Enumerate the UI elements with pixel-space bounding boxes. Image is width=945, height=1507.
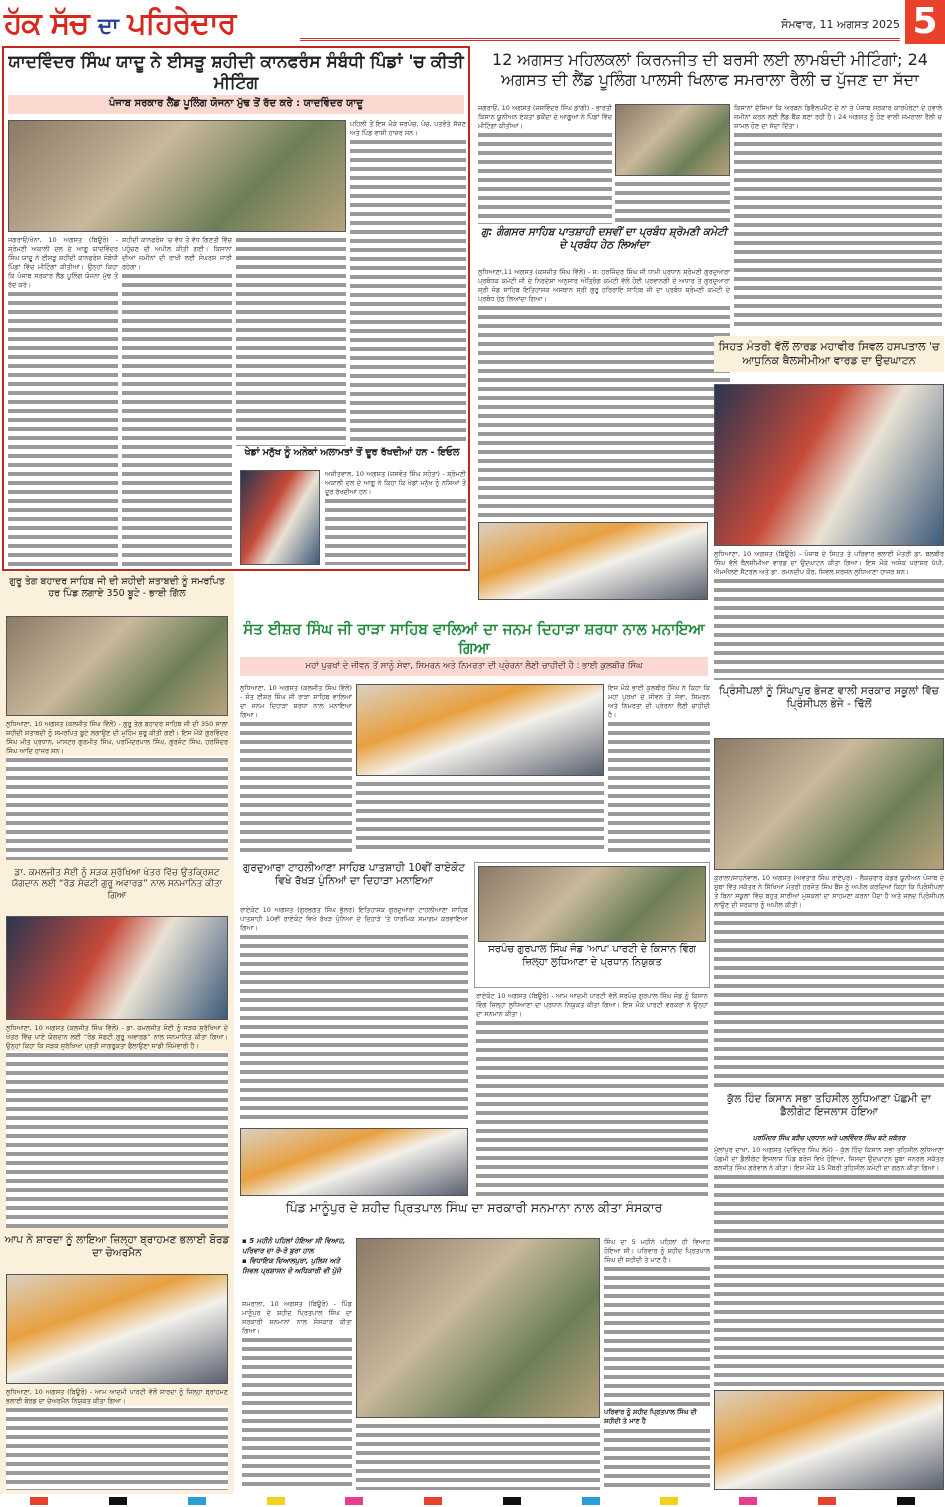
headline-soi: ਡਾ. ਕਮਲਜੀਤ ਸੋਈ ਨੂੰ ਸੜਕ ਸੁਰੱਖਿਆ ਖੇਤਰ ਵਿੱਚ ਉਤਕ੍ਰਿਸ਼ਟ ਯੋਗਦਾਨ ਲਈ “ਰੋਡ ਸੇਫਟੀ ਗੁਰੂ ਅਵਾਰਡ” ਨਾਲ ਸਨਮਾਨਿਤ ਕੀਤਾ ਗਿਆ (11, 868, 223, 901)
body-manupur-col2 (356, 1422, 600, 1490)
body-mahilkalan-col2: ਕਿਸਾਨਾਂ ਦੱਸਿਆ ਕਿ ਅਰਬਨ ਡਿਵੈਲਪਮੈਂਟ ਦੇ ਨਾਂ ਤੇ ਪੰਜਾਬ ਸਰਕਾਰ ਕਾਰਪੋਰੇਟਾਂ ਦੇ ਹਵਾਲੇ ਜ਼ਮੀਨਾਂ ਕਰਨ ਲਈ ਲੈਂਡ ਬੈਂਕ ਬਣਾ ਰਹੀ ਹੈ। 24 ਅਗਸਤ ਨੂੰ ਹੋਣ ਵਾਲੀ ਸਮਰਾਲਾ ਰੈਲੀ ਚ ਸ਼ਾਮਲ ਹੋਣ ਦਾ ਸੱਦਾ ਦਿੱਤਾ। (734, 104, 942, 329)
body-principal: ਕੁਰਾਲਾ/ਸਾਹਨੇਵਾਲ, 10 ਅਗਸਤ (ਅਵਤਾਰ ਸਿੰਘ ਰਾਏਪੁਰ) - ਲੈਕਚਰਾਰ ਕੇਡਰ ਯੂਨੀਅਨ ਪੰਜਾਬ ਦੇ ਸੂਬਾ ਵਿੱਤ ਸਕੱਤਰ ਨੇ ਸਿੱਖਿਆ ਮੰਤਰੀ ਹਰਜੋਤ ਸਿੰਘ ਬੈਂਸ ਨੂੰ ਅਪੀਲ ਕਰਦਿਆਂ ਕਿਹਾ ਕਿ ਪ੍ਰਿੰਸੀਪਲਾਂ ਤੋਂ ਬਿਨਾ ਸਕੂਲਾਂ ਵਿੱਚ ਬਹੁਤ ਸਾਰੀਆਂ ਮੁਸ਼ਕਲਾਂ ਦਾ ਸਾਹਮਣਾ ਕਰਨਾ ਪੈਂਦਾ ਹੈ ਅਤੇ ਜਲਦ ਪ੍ਰਿੰਸੀਪਲ ਲਾਉਣ ਦੀ ਸਰਕਾਰ ਨੂੰ ਅਪੀਲ ਕੀਤੀ। (714, 874, 944, 1089)
headline-manupur: ਪਿੰਡ ਮਾਨੂੰਪੁਰ ਦੇ ਸ਼ਹੀਦ ਪ੍ਰਿਤਪਾਲ ਸਿੰਘ ਦਾ ਸਰਕਾਰੀ ਸਨਮਾਨਾ ਨਾਲ ਕੀਤਾ ਸੰਸਕਾਰ (285, 1200, 663, 1215)
headline-yadu: ਯਾਦਵਿੰਦਰ ਸਿੰਘ ਯਾਦੂ ਨੇ ਈਸੜੂ ਸ਼ਹੀਦੀ ਕਾਨਫਰੰਸ ਸੰਬੰਧੀ ਪਿੰਡਾਂ 'ਚ ਕੀਤੀ ਮੀਟਿੰਗ (8, 52, 464, 94)
body-kisansabha: ਮੁੱਲਾਂਪੁਰ ਦਾਖਾ, 10 ਅਗਸਤ (ਦਵਿੰਦਰ ਸਿੰਘ ਲੇਮੇ) - ਕੁੱਲ ਹਿੰਦ ਕਿਸਾਨ ਸਭਾ ਤਹਿਸੀਲ ਲੁਧਿਆਣਾ ਪੱਛਮੀ ਦਾ ਡੈਲੀਗੇਟ ਇਜਲਾਸ ਪਿੰਡ ਬਰੋਜ ਵਿਖੇ ਹੋਇਆ, ਜਿਸਦਾ ਉਦਘਾਟਨ ਸੂਬਾ ਜਨਰਲ ਸਕੱਤਰ ਬਲਜੀਤ ਸਿੰਘ ਗਰੇਵਾਲ ਨੇ ਕੀਤਾ। ਇਸ ਮੌਕੇ 15 ਮੈਂਬਰੀ ਤਹਿਸੀਲ ਕਮੇਟੀ ਦਾ ਗਠਨ ਕੀਤਾ ਗਿਆ। (714, 1146, 944, 1386)
photo-mahilkalan (615, 104, 730, 176)
body-gill: ਲੁਧਿਆਣਾ, 10 ਅਗਸਤ (ਕਲਜੀਤ ਸਿੰਘ ਵਿੱਲੋਂ) - ਗੁਰੂ ਤੇਗ ਬਹਾਦਰ ਸਾਹਿਬ ਜੀ ਦੀ 350 ਸਾਲਾ ਸ਼ਹੀਦੀ ਸ਼ਤਾਬਦੀ ਨੂੰ ਸਮਰਪਿਤ ਬੂਟੇ ਲਗਾਉਣ ਦੀ ਮੁਹਿੰਮ ਸ਼ੁਰੂ ਕੀਤੀ ਗਈ। ਇਸ ਮੌਕੇ ਗੁਰਵਿੰਦਰ ਸਿੰਘ ਮੀਤ ਪ੍ਰਧਾਨ, ਮਾਸਟਰ ਗੁਰਮੀਤ ਸਿੰਘ, ਪਰਮਿੰਦਰਪਾਲ ਸਿੰਘ, ਗੁਰਜੰਟ ਸਿੰਘ, ਹਰਜਿੰਦਰ ਸਿੰਘ ਆਦਿ ਹਾਜ਼ਰ ਸਨ। (6, 720, 228, 860)
subhead-manupur: ਪਰਿਵਾਰ ਨੂੰ ਸ਼ਹੀਦ ਪ੍ਰਿਤਪਾਲ ਸਿੰਘ ਦੀ ਸ਼ਹੀਦੀ ਤੇ ਮਾਣ ਹੈ (604, 1408, 710, 1426)
body-sant-col2 (356, 780, 604, 854)
photo-gangsar (478, 522, 708, 600)
photo-soi-award (6, 916, 228, 1020)
headline-gill: ਗੁਰੂ ਤੇਗ ਬਹਾਦਰ ਸਾਹਿਬ ਜੀ ਦੀ ਸ਼ਹੀਦੀ ਸ਼ਤਾਬਦੀ ਨੂੰ ਸਮਰਪਿਤ ਹਰ ਪਿੰਡ ਲਗਾਏ 350 ਬੂਟੇ - ਭਾਈ ਗਿੱਲ (9, 576, 225, 599)
headline-principal: ਪ੍ਰਿੰਸੀਪਲਾਂ ਨੂੰ ਸਿੰਘਾਪੁਰ ਭੇਜਣ ਵਾਲੀ ਸਰਕਾਰ ਸਕੂਲਾਂ ਵਿੱਚ ਪ੍ਰਿੰਸੀਪਲ ਭੇਜੇ - ਢਿੱਲੋਂ (719, 685, 939, 711)
body-jand: ਰਾਏਕੋਟ 10 ਅਗਸਤ (ਬਿਊਰੋ) - ਆਮ ਆਦਮੀ ਪਾਰਟੀ ਵੱਲੋਂ ਸਰਪੰਚ ਗੁਰਪਾਲ ਸਿੰਘ ਜੰਡ ਨੂੰ ਕਿਸਾਨ ਵਿੰਗ ਜ਼ਿਲ੍ਹਾ ਲੁਧਿਆਣਾ ਦਾ ਪ੍ਰਧਾਨ ਨਿਯੁਕਤ ਕੀਤਾ ਗਿਆ। ਇਸ ਮੌਕੇ ਪਾਰਟੀ ਵਰਕਰਾਂ ਨੇ ਉਨ੍ਹਾਂ ਦਾ ਸਨਮਾਨ ਕੀਤਾ। (476, 992, 708, 1196)
print-registration-bar (0, 1495, 945, 1507)
headline-ideol: ਖੇਡਾਂ ਮਨੁੱਖ ਨੂੰ ਅਨੇਕਾਂ ਅਲਾਮਤਾਂ ਤੋਂ ਦੂਰ ਰੱਖਦੀਆਂ ਹਨ - ਇਓਲ (244, 447, 460, 458)
body-mahilkalan-col1: ਜਗਰਾਓਂ, 10 ਅਗਸਤ (ਜਸਵਿੰਦਰ ਸਿੰਘ ਡਾਂਗੀ) - ਭਾਰਤੀ ਕਿਸਾਨ ਯੂਨੀਅਨ ਏਕਤਾ ਡਕੌਂਦਾ ਦੇ ਆਗੂਆਂ ਨੇ ਪਿੰਡਾਂ ਵਿੱਚ ਮੀਟਿੰਗਾਂ ਕੀਤੀਆਂ। (478, 104, 612, 224)
body-soi: ਲੁਧਿਆਣਾ, 10 ਅਗਸਤ (ਕਲਜੀਤ ਸਿੰਘ ਵਿੱਲੋਂ) - ਡਾ. ਕਮਲਜੀਤ ਸੋਈ ਨੂੰ ਸੜਕ ਸੁਰੱਖਿਆ ਦੇ ਖੇਤਰ ਵਿੱਚ ਪਾਏ ਯੋਗਦਾਨ ਲਈ “ਰੋਡ ਸੇਫਟੀ ਗੁਰੂ ਅਵਾਰਡ” ਨਾਲ ਸਨਮਾਨਿਤ ਕੀਤਾ ਗਿਆ। ਉਨ੍ਹਾਂ ਕਿਹਾ ਕਿ ਸੜਕ ਸੁਰੱਖਿਆ ਪ੍ਰਤੀ ਜਾਗਰੂਕਤਾ ਫੈਲਾਉਣਾ ਸਾਡੀ ਜ਼ਿੰਮੇਵਾਰੀ ਹੈ। (6, 1024, 228, 1228)
body-ideol: ਅਜੀਤਵਾਲ, 10 ਅਗਸਤ (ਜਸਵੰਤ ਸਿੰਘ ਸਹੋਤਾ) - ਸ਼੍ਰੋਮਣੀ ਅਕਾਲੀ ਦਲ ਦੇ ਆਗੂ ਨੇ ਕਿਹਾ ਕਿ ਖੇਡਾਂ ਮਨੁੱਖ ਨੂੰ ਨਸ਼ਿਆਂ ਤੋਂ ਦੂਰ ਰੱਖਦੀਆਂ ਹਨ। (325, 470, 466, 565)
body-sant-col3: ਇਸ ਮੌਕੇ ਭਾਈ ਕੁਲਬੀਰ ਸਿੰਘ ਨੇ ਕਿਹਾ ਕਿ ਮਹਾਂ ਪੁਰਖਾਂ ਦੇ ਜੀਵਨ ਤੋਂ ਸੇਵਾ, ਸਿਮਰਨ ਅਤੇ ਨਿਮਰਤਾ ਦੀ ਪ੍ਰੇਰਨਾ ਲੈਣੀ ਚਾਹੀਦੀ ਹੈ। (608, 684, 710, 854)
photo-sant (356, 684, 604, 776)
body-yadu-col2b (236, 236, 346, 446)
manupur-bullets (242, 1236, 352, 1276)
issue-date: ਸੋਮਵਾਰ, 11 ਅਗਸਤ 2025 (781, 18, 900, 31)
logo-text-mid: ਦਾ (97, 14, 118, 39)
subhead-yadu: ਪੰਜਾਬ ਸਰਕਾਰ ਲੈਂਡ ਪੂਲਿੰਗ ਯੋਜਨਾ ਮੁੱਢ ਤੋਂ ਰੱਦ ਕਰੇ : ਯਾਦਵਿੰਦਰ ਯਾਦੂ (8, 95, 464, 114)
body-yadu-col1: ਜਗਰਾਓਂ/ਖੰਨਾ, 10 ਅਗਸਤ (ਬਿਊਰੋ) - ਸ਼੍ਰੋਮਣੀ ਅਕਾਲੀ ਦਲ ਦੇ ਆਗੂ ਯਾਦਵਿੰਦਰ ਸਿੰਘ ਯਾਦੂ ਨੇ ਈਸੜੂ ਸ਼ਹੀਦੀ ਕਾਨਫਰੰਸ ਸੰਬੰਧੀ ਪਿੰਡਾਂ ਵਿੱਚ ਮੀਟਿੰਗਾਂ ਕੀਤੀਆਂ। ਉਨ੍ਹਾਂ ਕਿਹਾ ਕਿ ਪੰਜਾਬ ਸਰਕਾਰ ਲੈਂਡ ਪੂਲਿੰਗ ਯੋਜਨਾ ਮੁੱਢ ਤੋਂ ਰੱਦ ਕਰੇ। (8, 236, 118, 566)
body-gangsar: ਲੁਧਿਆਣਾ,11 ਅਗਸਤ (ਕਸਜੀਤ ਸਿੰਘ ਵਿੱਲੋਂ) - ਸ: ਹਰਜਿੰਦਰ ਸਿੰਘ ਜੀ ਧਾਮੀ ਪ੍ਰਧਾਨ ਸ਼੍ਰੋਮਣੀ ਗੁਰਦੁਆਰਾ ਪ੍ਰਬੰਧਕ ਕਮੇਟੀ ਜੀ ਦੇ ਨਿਰਦੇਸ਼ਾ ਅਨੁਸਾਰ ਅੰਤ੍ਰਿੰਗ ਕਮੇਟੀ ਵੱਲੋਂ ਹੋਈ ਪ੍ਰਵਾਨਗੀ ਦੇ ਅਧਾਰ ਤੇ ਗੁਰਦੁਆਰਾ ਸ੍ਰੀ ਜੰਡ ਸਾਹਿਬ ਇਤਿਹਾਸਕ ਅਸਥਾਨ ਸ੍ਰੀ ਗੁਰੂ ਹਰਿਰਾਇ ਸਾਹਿਬ ਜੀ ਦਾ ਪ੍ਰਬੰਧ ਸ਼੍ਰੋਮਣੀ ਕਮੇਟੀ ਦੇ ਪ੍ਰਬੰਧ ਹੇਠ ਲਿਆਂਦਾ ਗਿਆ। (478, 268, 730, 518)
body-sehat: ਲੁਧਿਆਣਾ, 10 ਅਗਸਤ (ਬਿਊਰੋ) - ਪੰਜਾਬ ਦੇ ਸਿਹਤ ਤੇ ਪਰਿਵਾਰ ਭਲਾਈ ਮੰਤਰੀ ਡਾ. ਬਲਬੀਰ ਸਿੰਘ ਵੱਲੋਂ ਥੈਲਸੀਮੀਆ ਵਾਰਡ ਦਾ ਉਦਘਾਟਨ ਕੀਤਾ ਗਿਆ। ਇਸ ਮੌਕੇ ਅਸ਼ੋਕ ਪਰਾਸ਼ਰ ਪੱਪੀ, ਐਮਐਲਏ ਸੈਂਟਰਲ ਅਤੇ ਡਾ. ਰਮਨਦੀਪ ਕੌਰ, ਸਿਵਲ ਸਰਜਨ ਲੁਧਿਆਣਾ ਹਾਜ਼ਰ ਸਨ। (714, 550, 944, 680)
photo-sharda (6, 1274, 228, 1384)
headline-mahilkalan: 12 ਅਗਸਤ ਮਹਿਲਕਲਾਂ ਕਿਰਨਜੀਤ ਦੀ ਬਰਸੀ ਲਈ ਲਾਮਬੰਦੀ ਮੀਟਿੰਗਾਂ; 24 ਅਗਸਤ ਦੀ ਲੈਂਡ ਪੂਲਿੰਗ ਪਾਲਸੀ ਖਿਲਾਫ ਸਮਰਾਲਾ ਰੈਲੀ ਚ ਪੁੱਜਣ ਦਾ ਸੱਦਾ (492, 50, 928, 89)
photo-principal (714, 738, 944, 870)
headline-sehat: ਸਿਹਤ ਮੰਤਰੀ ਵੱਲੋਂ ਲਾਰਡ ਮਹਾਵੀਰ ਸਿਵਲ ਹਸਪਤਾਲ 'ਚ ਆਧੁਨਿਕ ਥੈਲਸੀਮੀਆ ਵਾਰਡ ਦਾ ਉਦਘਾਟਨ (714, 336, 944, 372)
subhead-kisansabha: ਪਰਮਿੰਦਰ ਸਿੰਘ ਬੜੈਚ ਪ੍ਰਧਾਨ ਅਤੇ ਪਲਵਿੰਦਰ ਸਿੰਘ ਬਟੇ ਸਕੱਤਰ (752, 1134, 906, 1142)
headline-jand: ਸਰਪੰਚ ਗੁਰਪਾਲ ਸਿੰਘ ਜੰਡ 'ਆਪ' ਪਾਰਟੀ ਦੇ ਕਿਸਾਨ ਵਿੰਗ ਜ਼ਿਲ੍ਹਾ ਲੁਧਿਆਣਾ ਦੇ ਪ੍ਰਧਾਨ ਨਿਯੁਕਤ (488, 944, 696, 968)
body-sant-col1: ਲੁਧਿਆਣਾ, 10 ਅਗਸਤ (ਕਲਜੀਤ ਸਿੰਘ ਵਿੱਲੋਂ) - ਸੰਤ ਈਸ਼ਰ ਸਿੰਘ ਜੀ ਰਾੜਾ ਸਾਹਿਬ ਵਾਲਿਆਂ ਦਾ ਜਨਮ ਦਿਹਾੜਾ ਸ਼ਰਧਾ ਨਾਲ ਮਨਾਇਆ ਗਿਆ। (240, 684, 352, 854)
headline-kisansabha: ਕੁੱਲ ਹਿੰਦ ਕਿਸਾਨ ਸਭਾ ਤਹਿਸੀਲ ਲੁਧਿਆਣਾ ਪੱਛਮੀ ਦਾ ਡੈਲੀਗੇਟ ਇਜਲਾਸ ਹੋਇਆ (727, 1093, 931, 1119)
masthead-logo (4, 6, 235, 41)
body-sharda: ਲੁਧਿਆਣਾ, 10 ਅਗਸਤ (ਬਿਊਰੋ) - ਆਮ ਆਦਮੀ ਪਾਰਟੀ ਵੱਲੋਂ ਸ਼ਾਰਦਾ ਨੂੰ ਜ਼ਿਲ੍ਹਾ ਬ੍ਰਾਹਮਣ ਭਲਾਈ ਬੋਰਡ ਦਾ ਚੇਅਰਮੈਨ ਨਿਯੁਕਤ ਕੀਤਾ ਗਿਆ। (6, 1388, 228, 1490)
headline-sant: ਸੰਤ ਈਸ਼ਰ ਸਿੰਘ ਜੀ ਰਾੜਾ ਸਾਹਿਬ ਵਾਲਿਆਂ ਦਾ ਜਨਮ ਦਿਹਾੜਾ ਸ਼ਰਧਾ ਨਾਲ ਮਨਾਇਆ ਗਿਆ (243, 620, 705, 657)
photo-yadu-meeting (8, 120, 346, 232)
headline-tahliana: ਗੁਰਦੁਆਰਾ ਟਾਹਲੀਆਣਾ ਸਾਹਿਬ ਪਾਤਸ਼ਾਹੀ 10ਵੀਂ ਰਾਏਕੋਟ ਵਿਖੇ ਰੱਖੜ ਪੁੰਨਿਆਂ ਦਾ ਦਿਹਾੜਾ ਮਨਾਇਆ (242, 862, 466, 888)
body-manupur-col1: ਸਮਰਾਲਾ, 10 ਅਗਸਤ (ਬਿਊਰੋ) - ਪਿੰਡ ਮਾਨੂੰਪੁਰ ਦੇ ਸ਼ਹੀਦ ਪ੍ਰਿਤਪਾਲ ਸਿੰਘ ਦਾ ਸਰਕਾਰੀ ਸਨਮਾਨਾਂ ਨਾਲ ਸੰਸਕਾਰ ਕੀਤਾ ਗਿਆ। (242, 1300, 352, 1490)
bullet-item: ▪ 5 ਮਹੀਨੇ ਪਹਿਲਾਂ ਹੋਇਆ ਸੀ ਵਿਆਹ, ਪਰਿਵਾਰ ਦਾ ਰੋ-ਰੋ ਬੁਰਾ ਹਾਲ (242, 1237, 346, 1255)
photo-manupur (356, 1238, 600, 1418)
photo-tahliana (240, 1128, 468, 1196)
body-yadu-col2: ਸ਼ਹੀਦੀ ਕਾਨਫਰੰਸ 'ਚ ਵੱਧ ਤੋਂ ਵੱਧ ਗਿਣਤੀ ਵਿੱਚ ਪਹੁੰਚਣ ਦੀ ਅਪੀਲ ਕੀਤੀ ਗਈ। ਕਿਸਾਨਾਂ ਦੀਆਂ ਜ਼ਮੀਨਾਂ ਦੀ ਰਾਖੀ ਲਈ ਸੰਘਰਸ਼ ਜਾਰੀ ਰਹੇਗਾ। (122, 236, 232, 566)
body-yadu-col3: ਪਹਿਲੀ ਤੋਂ ਇਸ ਮੌਕੇ ਸਰਪੰਚ, ਪੰਚ, ਪਤਵੰਤੇ ਸੱਜਣ ਅਤੇ ਪਿੰਡ ਵਾਸੀ ਹਾਜ਼ਰ ਸਨ। (350, 120, 466, 445)
photo-sehat (714, 384, 944, 546)
subhead-sant: ਮਹਾਂ ਪੁਰਖਾਂ ਦੇ ਜੀਵਨ ਤੋਂ ਸਾਨੂੰ ਸੇਵਾ, ਸਿਮਰਨ ਅਤੇ ਨਿਮਰਤਾ ਦੀ ਪ੍ਰੇਰਨਾ ਲੈਣੀ ਚਾਹੀਦੀ ਹੈ : ਭਾਈ ਕੁਲਬੀਰ ਸਿੰਘ (240, 657, 708, 676)
logo-text-left: ਹੱਕ ਸੱਚ (4, 6, 89, 41)
body-manupur-col3: ਸਿੰਘ ਦਾ 5 ਮਹੀਨੇ ਪਹਿਲਾਂ ਹੀ ਵਿਆਹ ਹੋਇਆ ਸੀ। ਪਰਿਵਾਰ ਨੂੰ ਸ਼ਹੀਦ ਪ੍ਰਿਤਪਾਲ ਸਿੰਘ ਦੀ ਸ਼ਹੀਦੀ ਤੇ ਮਾਣ ਹੈ। (604, 1238, 710, 1490)
masthead-rule (300, 38, 900, 41)
body-mahilkalan-col3 (615, 180, 730, 224)
body-tahliana: ਰਾਏਕੋਟ 10 ਅਗਸਤ (ਗੁਰਭਗਤ ਸਿੰਘ ਭੁੱਲਰ) ਇਤਿਹਾਸਕ ਗੁਰਦੁਆਰਾ ਟਾਹਲੀਆਣਾ ਸਾਹਿਬ ਪਾਤਸ਼ਾਹੀ 10ਵੀਂ ਰਾਏਕੋਟ ਵਿਖੇ ਰੱਖੜ ਪੁੰਨਿਆ ਦੇ ਦਿਹਾੜੇ 'ਤੇ ਧਾਰਮਿਕ ਸਮਾਗਮ ਕਰਵਾਇਆ ਗਿਆ। (240, 906, 468, 1124)
headline-gangsar: ਗੁ: ਗੰਗਸਰ ਸਾਹਿਬ ਪਾਤਸ਼ਾਹੀ ਦਸਵੀਂ ਦਾ ਪ੍ਰਬੰਧ ਸ਼੍ਰੋਮਣੀ ਕਮੇਟੀ ਦੇ ਪ੍ਰਬੰਧ ਹੇਠ ਲਿਆਂਦਾ (481, 226, 727, 252)
photo-jand (478, 866, 706, 942)
logo-text-right: ਪਹਿਰੇਦਾਰ (127, 6, 236, 41)
photo-kisansabha (714, 1390, 944, 1490)
bullet-item: ▪ ਵਿਧਾਇਕ ਦਿਆਲਪੁਰਾ, ਪੁਲਿਸ ਅਤੇ ਸਿਵਲ ਪ੍ਰਸ਼ਾਸਨ ਦੇ ਅਧਿਕਾਰੀ ਵੀ ਪੁੱਜੇ (242, 1257, 341, 1275)
photo-ideol-portrait (240, 470, 320, 565)
page-number: 5 (905, 0, 945, 44)
photo-gill (6, 616, 228, 716)
headline-sharda: ਆਪ ਨੇ ਸ਼ਾਰਦਾ ਨੂੰ ਲਾਇਆ ਜ਼ਿਲ੍ਹਾ ਬ੍ਰਾਹਮਣ ਭਲਾਈ ਬੋਰਡ ਦਾ ਚੇਅਰਮੈਨ (4, 1234, 230, 1260)
